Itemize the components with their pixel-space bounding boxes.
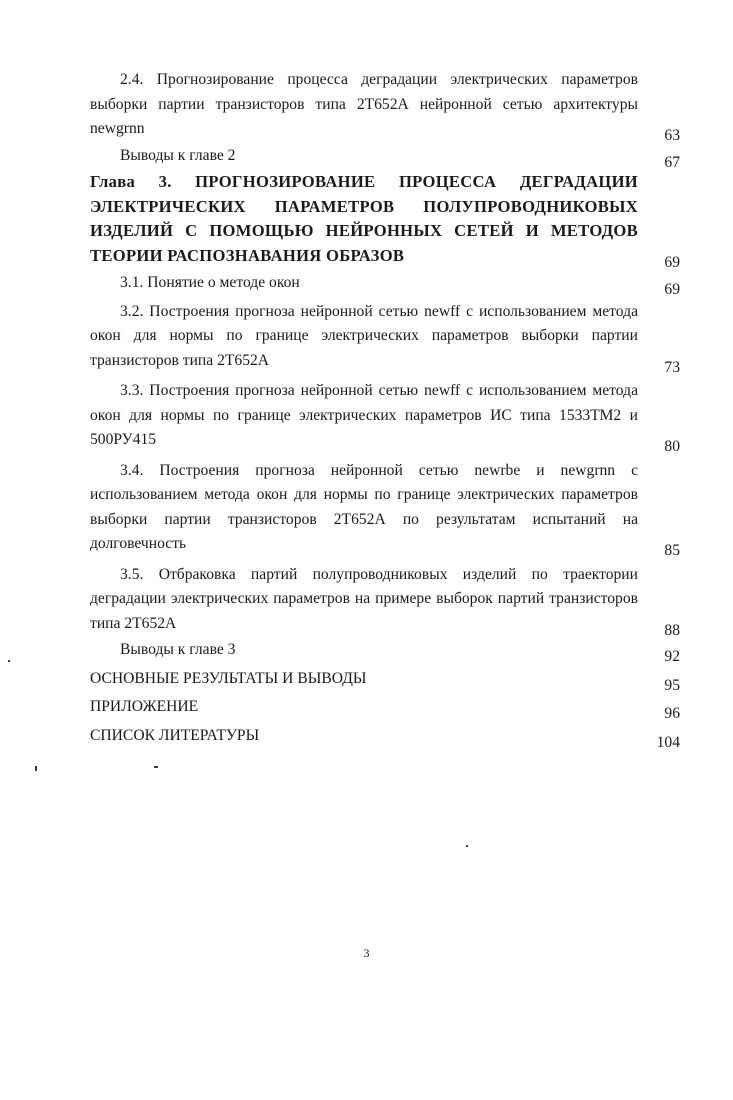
- scan-speck: [35, 766, 37, 771]
- toc-entry-references: [90, 724, 680, 749]
- toc-entry-text: 3.2. Построения прогноза нейронной сетью newff с использованием метода окон для нормы по границе электрических параметров выборки партии транзисторов типа 2Т652А: [90, 302, 638, 369]
- toc-entry-main-results: [90, 667, 680, 692]
- toc-entry-chapter-3: [90, 170, 680, 271]
- toc-entry-text: 2.4. Прогнозирование процесса деградации электрических параметров выборки партии транзисторов типа 2Т652А нейронной сетью архитектуры newgrnn: [90, 71, 638, 137]
- toc-entry-page: 73: [664, 358, 680, 376]
- scan-speck: [8, 660, 10, 662]
- toc-entry-text: 3.5. Отбраковка партий полупроводниковых изделий по траектории деградации электрических параметров на примере выборок партий транзисторов типа 2Т652А: [90, 565, 638, 632]
- toc-entry-text: СПИСОК ЛИТЕРАТУРЫ: [90, 726, 260, 744]
- toc-entry-page: 96: [664, 705, 680, 722]
- toc-entry-3-4: [90, 459, 680, 557]
- toc-entry-text: Выводы к главе 2: [120, 146, 236, 164]
- toc-entry-appendix: [90, 695, 680, 720]
- toc-entry-page: 104: [656, 733, 680, 751]
- toc-entry-text: ОСНОВНЫЕ РЕЗУЛЬТАТЫ И ВЫВОДЫ: [90, 669, 367, 687]
- toc-entry-text: 3.3. Построения прогноза нейронной сетью newff с использованием метода окон для нормы по границе электрических параметров ИС типа 1533ТМ2 и 500РУ415: [90, 382, 638, 448]
- toc-entry-3-2: [90, 300, 680, 374]
- toc-entry-page: 95: [664, 676, 680, 694]
- toc-entry-3-1: [90, 271, 680, 296]
- toc-entry-3-3: [90, 379, 680, 453]
- toc-entry-page: 80: [664, 438, 680, 455]
- page-number: 3: [363, 946, 370, 960]
- toc-entry-page: 69: [664, 253, 680, 271]
- toc-entry-text: Выводы к главе 3: [120, 641, 236, 658]
- toc-entry-page: 69: [664, 281, 680, 298]
- table-of-contents: [90, 68, 680, 751]
- toc-entry-page: 67: [664, 153, 680, 171]
- toc-entry-text: Глава 3. ПРОГНОЗИРОВАНИЕ ПРОЦЕССА ДЕГРАДАЦИИ ЭЛЕКТРИЧЕСКИХ ПАРАМЕТРОВ ПОЛУПРОВОДНИКОВЫХ ИЗДЕЛИЙ С ПОМОЩЬЮ НЕЙРОННЫХ СЕТЕЙ И МЕТОДОВ ТЕОРИИ РАСПОЗНАВАНИЯ ОБРАЗОВ: [90, 172, 638, 265]
- toc-entry-3-5: [90, 563, 680, 637]
- toc-entry-conclusions-ch3: [90, 638, 680, 663]
- toc-entry-text: 3.1. Понятие о методе окон: [120, 274, 300, 291]
- toc-entry-text: ПРИЛОЖЕНИЕ: [90, 698, 199, 715]
- toc-entry-page: 92: [664, 648, 680, 665]
- scan-speck: [154, 766, 158, 768]
- toc-entry-page: 63: [664, 127, 680, 144]
- toc-entry-text: 3.4. Построения прогноза нейронной сетью newrbe и newgrnn с использованием метода окон для нормы по границе электрических параметров выборки партии транзисторов 2Т652А по результатам испытаний на долговечность: [90, 461, 638, 552]
- toc-entry-page: 88: [664, 621, 680, 639]
- toc-entry-page: 85: [664, 542, 680, 559]
- toc-entry-conclusions-ch2: [90, 144, 680, 169]
- scan-speck: [466, 845, 468, 847]
- toc-entry-2-4: [90, 68, 680, 142]
